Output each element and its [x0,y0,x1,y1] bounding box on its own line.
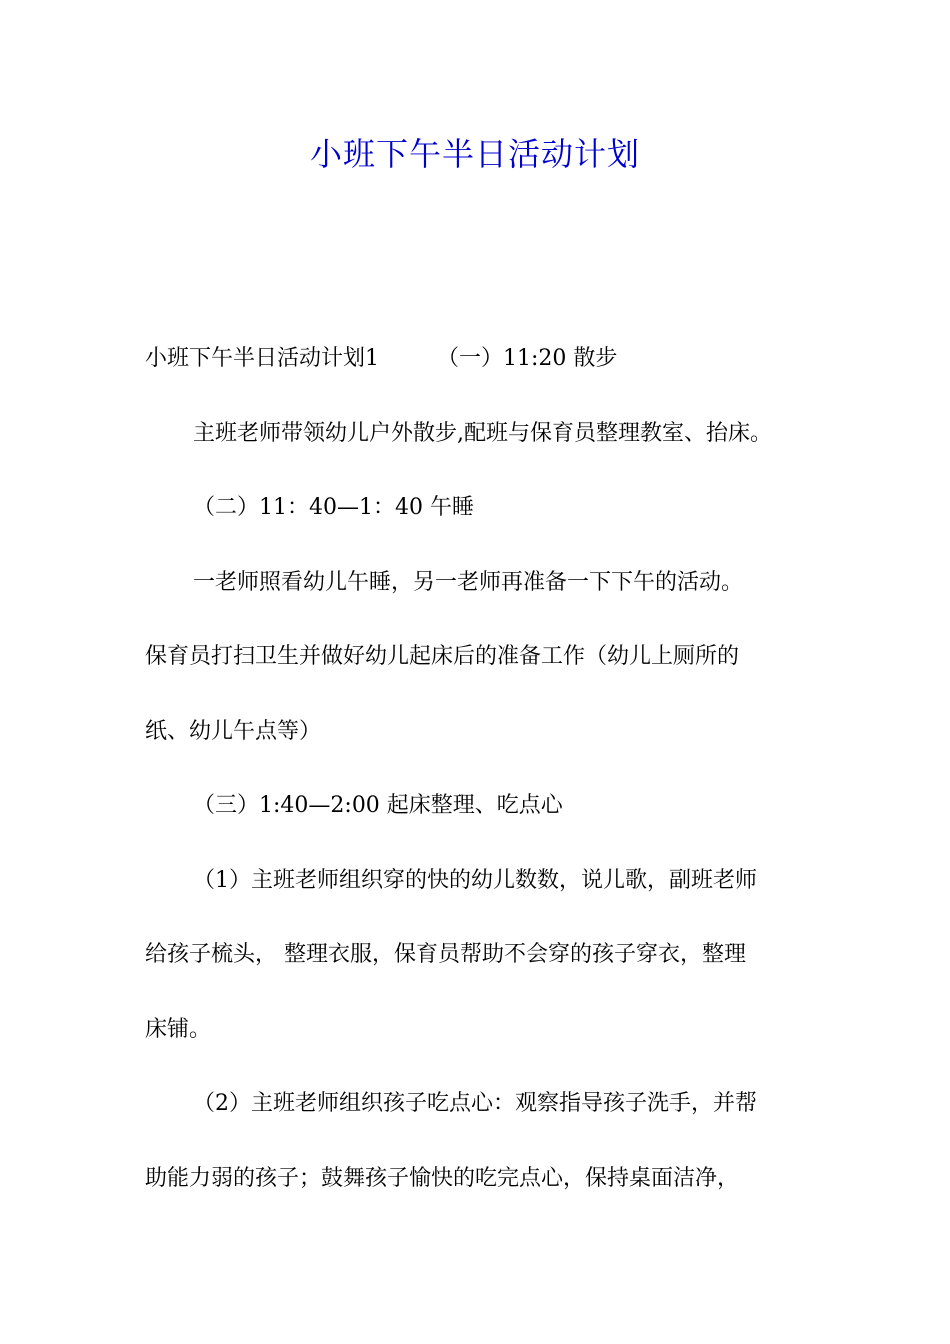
document-title: 小班下午半日活动计划 [309,135,640,173]
text-line-4: 一老师照看幼儿午睡，另一老师再准备一下下午的活动。 [193,570,744,595]
text-line-8: （1）主班老师组织穿的快的幼儿数数，说儿歌，副班老师 [193,868,757,893]
text-line-6: 纸、幼儿午点等） [145,719,322,744]
text-line-9: 给孩子梳头， 整理衣服，保育员帮助不会穿的孩子穿衣，整理 [145,942,746,967]
text-line-10: 床铺。 [145,1017,212,1042]
text-line-1 [145,344,825,374]
text-line-11: （2）主班老师组织孩子吃点心：观察指导孩子洗手，并帮 [193,1091,757,1116]
section-one-heading: （一）11:20 散步 [437,346,618,371]
plan-heading: 小班下午半日活动计划1 [145,346,379,371]
text-line-12: 助能力弱的孩子；鼓舞孩子愉快的吃完点心，保持桌面洁净， [145,1166,740,1191]
section-three-heading: （三）1:40—2:00 起床整理、吃点心 [193,793,563,818]
section-two-heading: （二）11：40—1：40 午睡 [193,495,474,520]
text-line-2: 主班老师带领幼儿户外散步,配班与保育员整理教室、抬床。 [193,421,772,446]
text-line-5: 保育员打扫卫生并做好幼儿起床后的准备工作（幼儿上厕所的 [145,644,740,669]
